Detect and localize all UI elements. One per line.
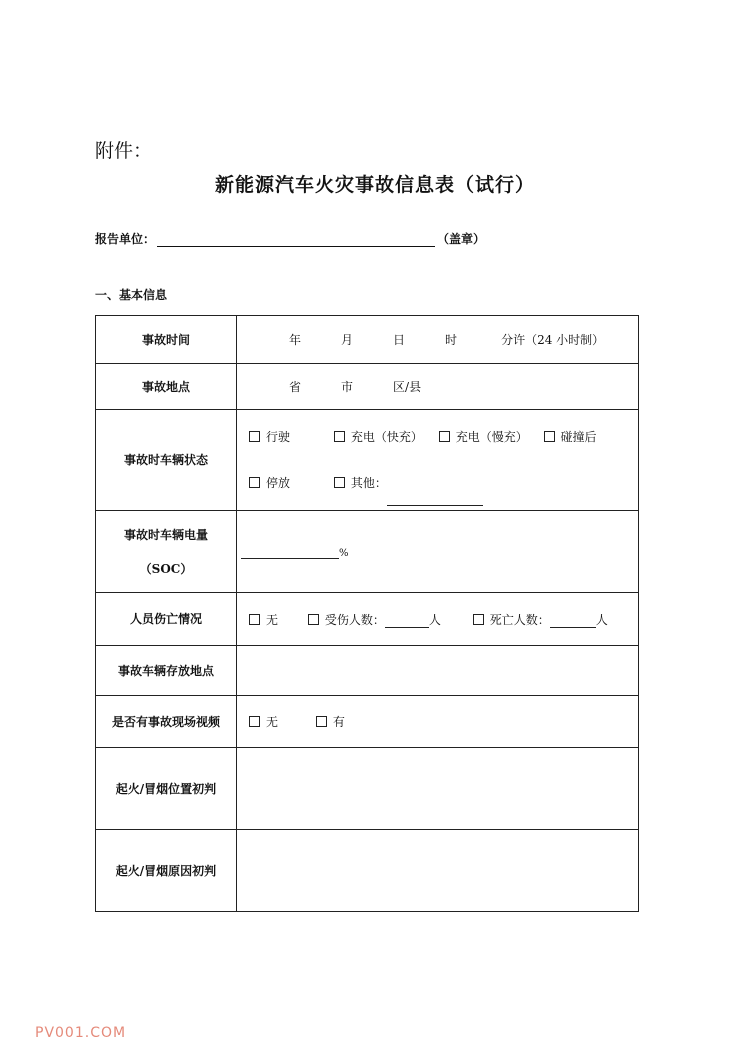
checkbox-icon — [249, 716, 260, 727]
row-place — [96, 364, 639, 410]
checkbox-icon — [473, 614, 484, 625]
storage-label: 事故车辆存放地点 — [96, 646, 237, 696]
soc-value — [237, 511, 639, 593]
reporter-label: 报告单位： — [95, 232, 156, 246]
opt-video-yes[interactable]: 有 — [316, 715, 345, 729]
checkbox-icon — [544, 431, 555, 442]
checkbox-icon — [249, 614, 260, 625]
soc-input[interactable] — [241, 546, 339, 559]
fire-position-input[interactable] — [237, 748, 639, 830]
checkbox-icon — [316, 716, 327, 727]
dead-unit: 人 — [595, 612, 608, 627]
row-fire-position — [96, 748, 639, 830]
checkbox-icon — [334, 431, 345, 442]
row-time — [96, 316, 639, 364]
row-storage — [96, 646, 639, 696]
reporter-input[interactable] — [157, 234, 435, 247]
video-value — [237, 696, 639, 748]
percent-unit: % — [339, 547, 349, 559]
day-unit: 日 — [393, 333, 406, 347]
opt-driving[interactable]: 行驶 — [249, 430, 290, 444]
year-unit: 年 — [289, 333, 302, 347]
row-fire-cause — [96, 830, 639, 912]
fire-position-label: 起火/冒烟位置初判 — [96, 748, 237, 830]
checkbox-icon — [249, 431, 260, 442]
checkbox-icon — [334, 477, 345, 488]
row-casualty — [96, 593, 639, 646]
soc-label: 事故时车辆电量 （SOC） — [96, 511, 237, 593]
casualty-value — [237, 593, 639, 646]
dead-count-input[interactable] — [550, 615, 596, 628]
row-video — [96, 696, 639, 748]
month-unit: 月 — [341, 333, 354, 347]
status-label: 事故时车辆状态 — [96, 410, 237, 511]
watermark: PV001.COM — [35, 1025, 127, 1041]
row-soc — [96, 511, 639, 593]
row-status — [96, 410, 639, 511]
seal-label: （盖章） — [437, 232, 486, 246]
time-label: 事故时间 — [96, 316, 237, 364]
checkbox-icon — [249, 477, 260, 488]
opt-injured[interactable]: 受伤人数： — [308, 613, 385, 627]
storage-input[interactable] — [237, 646, 639, 696]
section-heading: 一、基本信息 — [95, 288, 168, 302]
checkbox-icon — [439, 431, 450, 442]
video-label: 是否有事故现场视频 — [96, 696, 237, 748]
form-title: 新能源汽车火灾事故信息表（试行） — [214, 174, 535, 196]
injured-unit: 人 — [428, 612, 441, 627]
place-label: 事故地点 — [96, 364, 237, 410]
opt-other[interactable]: 其他： — [334, 476, 387, 490]
district-unit: 区/县 — [393, 380, 422, 394]
injured-count-input[interactable] — [385, 615, 429, 628]
opt-parked[interactable]: 停放 — [249, 476, 290, 490]
hour-unit: 时 — [445, 333, 458, 347]
city-unit: 市 — [341, 380, 354, 394]
casualty-label: 人员伤亡情况 — [96, 593, 237, 646]
opt-slow-charge[interactable]: 充电（慢充） — [439, 430, 528, 444]
status-value — [237, 410, 639, 511]
minute-unit: 分许（24 小时制） — [501, 333, 605, 347]
checkbox-icon — [308, 614, 319, 625]
opt-video-no[interactable]: 无 — [249, 715, 278, 729]
opt-dead[interactable]: 死亡人数： — [473, 613, 550, 627]
opt-collision[interactable]: 碰撞后 — [544, 430, 597, 444]
fire-cause-input[interactable] — [237, 830, 639, 912]
attachment-label: 附件： — [95, 140, 153, 162]
province-unit: 省 — [289, 380, 302, 394]
place-value[interactable] — [237, 364, 639, 410]
other-input[interactable] — [387, 493, 483, 506]
fire-cause-label: 起火/冒烟原因初判 — [96, 830, 237, 912]
opt-fast-charge[interactable]: 充电（快充） — [334, 430, 423, 444]
time-value[interactable] — [237, 316, 639, 364]
info-table — [95, 315, 639, 912]
reporter-line — [95, 230, 485, 247]
opt-no-casualty[interactable]: 无 — [249, 613, 278, 627]
